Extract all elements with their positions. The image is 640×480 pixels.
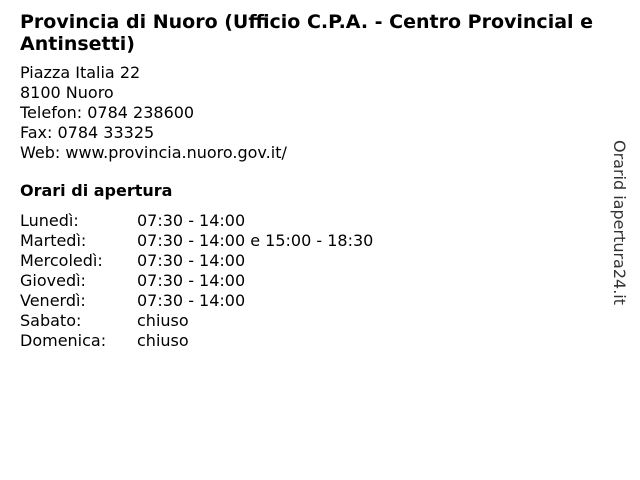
hours-row-sunday xyxy=(20,331,620,351)
address-block xyxy=(20,63,620,163)
day-hours: 07:30 - 14:00 xyxy=(137,271,246,290)
day-label: Sabato: xyxy=(20,311,82,330)
day-hours: chiuso xyxy=(137,311,189,330)
day-hours: 07:30 - 14:00 xyxy=(137,251,246,270)
day-label: Giovedì: xyxy=(20,271,86,290)
day-label: Mercoledì: xyxy=(20,251,103,270)
day-hours: 07:30 - 14:00 xyxy=(137,291,246,310)
day-hours: 07:30 - 14:00 e 15:00 - 18:30 xyxy=(137,231,374,250)
opening-hours-table xyxy=(20,211,620,351)
hours-row-friday xyxy=(20,291,620,311)
opening-hours-heading: Orari di apertura xyxy=(20,181,173,200)
site-watermark xyxy=(608,135,632,310)
day-label: Lunedì: xyxy=(20,211,79,230)
day-label: Domenica: xyxy=(20,331,107,350)
street-address: Piazza Italia 22 xyxy=(20,63,141,82)
day-label: Venerdì: xyxy=(20,291,86,310)
listing-page xyxy=(20,11,620,351)
day-hours: 07:30 - 14:00 xyxy=(137,211,246,230)
hours-row-saturday xyxy=(20,311,620,331)
hours-row-monday xyxy=(20,211,620,231)
hours-row-wednesday xyxy=(20,251,620,271)
website-link[interactable]: Web: www.provincia.nuoro.gov.it/ xyxy=(20,143,287,162)
fax-number: Fax: 0784 33325 xyxy=(20,123,155,142)
day-hours: chiuso xyxy=(137,331,189,350)
phone-number: Telefon: 0784 238600 xyxy=(20,103,195,122)
hours-row-thursday xyxy=(20,271,620,291)
watermark-text: Orarid iapertura24.it xyxy=(610,139,630,306)
page-title: Provincia di Nuoro (Ufficio C.P.A. - Centro Provincial e Antinsetti) xyxy=(20,11,594,55)
day-label: Martedì: xyxy=(20,231,87,250)
city-postcode: 8100 Nuoro xyxy=(20,83,114,102)
hours-row-tuesday xyxy=(20,231,620,251)
